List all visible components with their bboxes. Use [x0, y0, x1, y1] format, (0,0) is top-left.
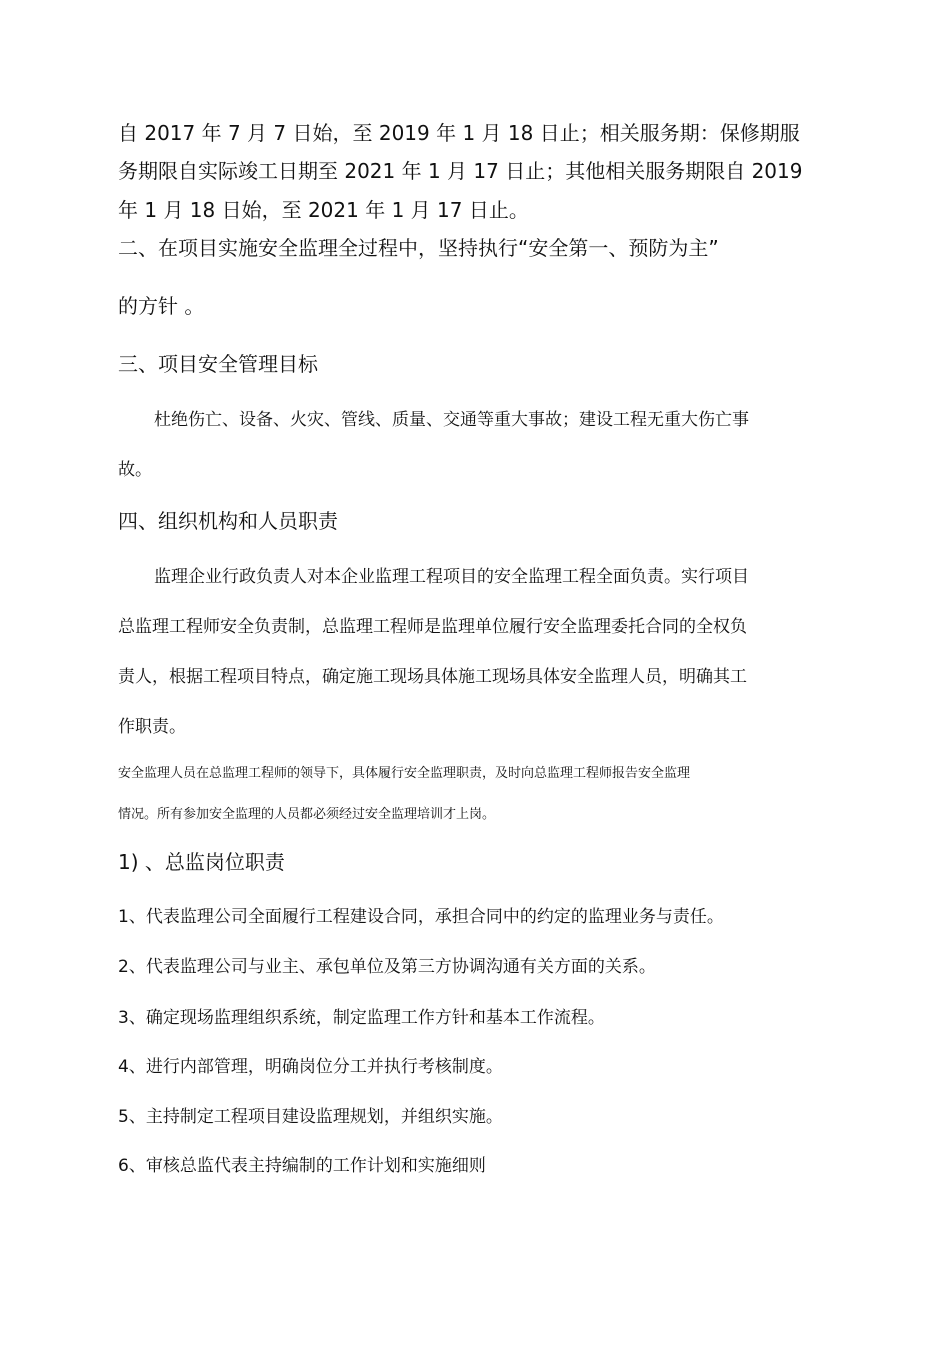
section-two-heading: 二、在项目实施安全监理全过程中，坚持执行“安全第一、预防为主”	[118, 236, 719, 260]
duty-item-2: 2、代表监理公司与业主、承包单位及第三方协调沟通有关方面的关系。	[118, 957, 656, 977]
service-period-line-3: 年 1 月 18 日始，至 2021 年 1 月 17 日止。	[118, 198, 529, 222]
duty-item-5: 5、主持制定工程项目建设监理规划，并组织实施。	[118, 1107, 503, 1127]
organization-paragraph-line-3: 责人，根据工程项目特点，确定施工现场具体施工现场具体安全监理人员，明确其工	[118, 667, 747, 687]
safety-staff-note-line-2: 情况。所有参加安全监理的人员都必须经过安全监理培训才上岗。	[118, 807, 496, 822]
service-period-line-2: 务期限自实际竣工日期至 2021 年 1 月 17 日止；其他相关服务期限自 2019	[118, 159, 803, 183]
organization-paragraph-line-1: 监理企业行政负责人对本企业监理工程项目的安全监理工程全面负责。实行项目	[154, 567, 749, 587]
service-period-line-1: 自 2017 年 7 月 7 日始，至 2019 年 1 月 18 日止；相关服务期：保修期服	[118, 121, 800, 145]
organization-paragraph-line-2: 总监理工程师安全负责制，总监理工程师是监理单位履行安全监理委托合同的全权负	[118, 617, 747, 637]
safety-staff-note-line-1: 安全监理人员在总监理工程师的领导下，具体履行安全监理职责，及时向总监理工程师报告安全监理	[118, 766, 691, 781]
duty-item-1: 1、代表监理公司全面履行工程建设合同，承担合同中的约定的监理业务与责任。	[118, 907, 724, 927]
duty-item-3: 3、确定现场监理组织系统，制定监理工作方针和基本工作流程。	[118, 1008, 605, 1028]
safety-goal-paragraph-line-1: 杜绝伤亡、设备、火灾、管线、质量、交通等重大事故；建设工程无重大伤亡事	[154, 410, 749, 430]
duty-item-6: 6、审核总监代表主持编制的工作计划和实施细则	[118, 1156, 486, 1176]
section-three-heading: 三、项目安全管理目标	[118, 352, 318, 376]
organization-paragraph-line-4: 作职责。	[118, 717, 186, 737]
chief-duties-heading: 1) 、总监岗位职责	[118, 850, 285, 874]
safety-goal-paragraph-line-2: 故。	[118, 460, 152, 480]
section-two-heading-continued: 的方针 。	[118, 294, 205, 318]
section-four-heading: 四、组织机构和人员职责	[118, 509, 338, 533]
duty-item-4: 4、进行内部管理，明确岗位分工并执行考核制度。	[118, 1057, 503, 1077]
